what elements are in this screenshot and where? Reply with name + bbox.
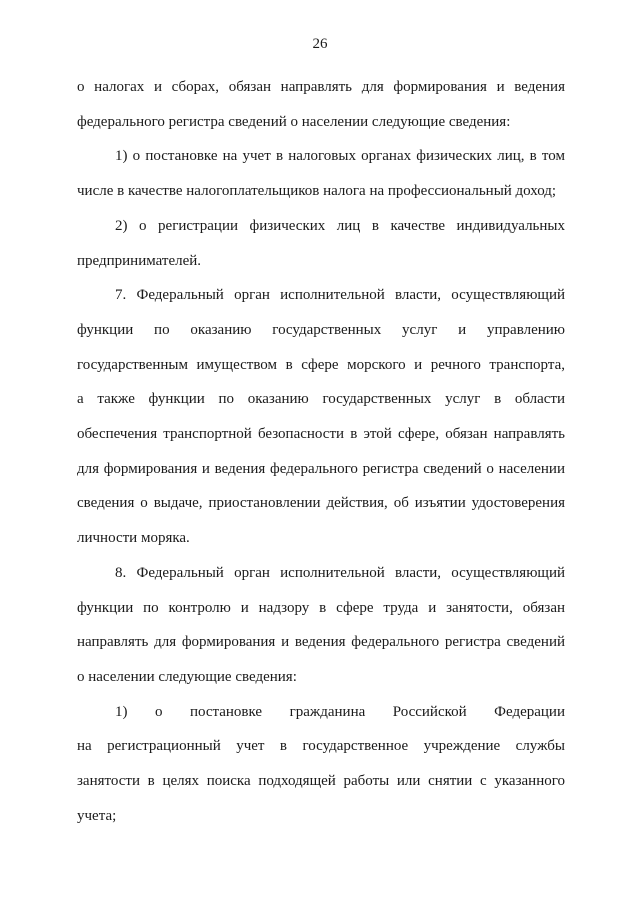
text-line: 1) о постановке гражданина Российской Федерации <box>115 703 565 720</box>
text-line: о населении следующие сведения: <box>77 668 297 685</box>
text-line: предпринимателей. <box>77 252 202 269</box>
text-line: числе в качестве налогоплательщиков налога на профессиональный доход; <box>77 183 557 200</box>
text-line: 2) о регистрации физических лиц в качестве индивидуальных <box>115 217 565 234</box>
text-line: 1) о постановке на учет в налоговых органах физических лиц, в том <box>115 148 565 165</box>
text-line: государственным имуществом в сфере морского и речного транспорта, <box>77 356 565 373</box>
text-line: функции по оказанию государственных услуг и управлению <box>77 321 565 338</box>
text-line: федерального регистра сведений о населении следующие сведения: <box>77 113 511 130</box>
text-line: на регистрационный учет в государственное учреждение службы <box>77 738 565 755</box>
page-number: 26 <box>312 36 328 52</box>
text-line: для формирования и ведения федерального регистра сведений о населении <box>77 460 565 477</box>
text-line: а также функции по оказанию государственных услуг в области <box>77 391 565 408</box>
text-line: личности моряка. <box>77 530 190 547</box>
text-line: 8. Федеральный орган исполнительной власти, осуществляющий <box>115 564 565 581</box>
text-line: функции по контролю и надзору в сфере труда и занятости, обязан <box>77 599 565 616</box>
text-line: о налогах и сборах, обязан направлять для формирования и ведения <box>77 79 565 95</box>
document-body <box>77 70 565 833</box>
text-line: направлять для формирования и ведения федерального регистра сведений <box>77 634 565 651</box>
text-line: занятости в целях поиска подходящей работы или снятии с указанного <box>77 773 565 790</box>
text-line: учета; <box>77 807 117 824</box>
text-line: сведения о выдаче, приостановлении действия, об изъятии удостоверения <box>77 495 565 512</box>
text-line: 7. Федеральный орган исполнительной власти, осуществляющий <box>115 287 565 304</box>
text-line: обеспечения транспортной безопасности в этой сфере, обязан направлять <box>77 426 565 443</box>
